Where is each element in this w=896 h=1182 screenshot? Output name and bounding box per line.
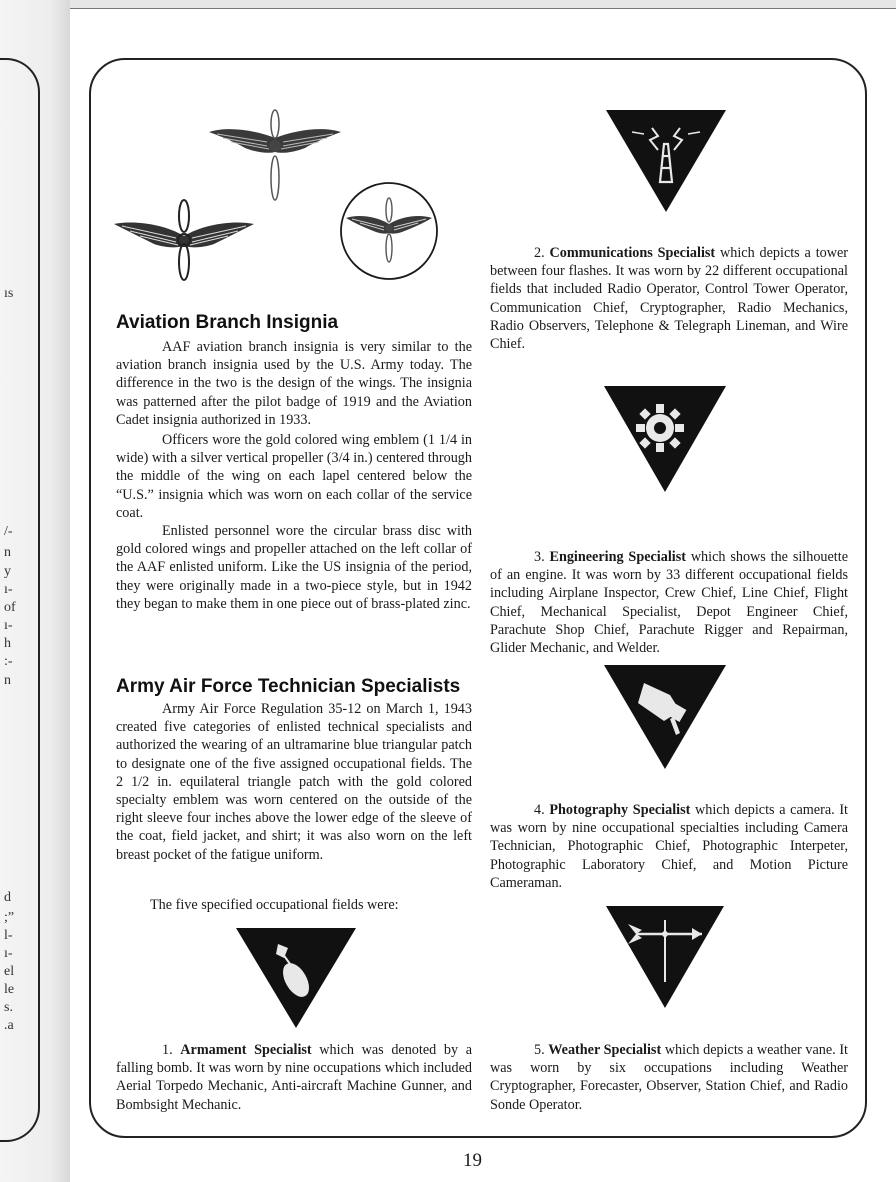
communications-description — [490, 244, 848, 353]
enlisted-collar-disc-insignia — [338, 180, 440, 282]
photography-text: which depicts a camera. It was worn by nine occupational specialties including Camera Technician, Photographic Chief, Photographic Interpeter, Photographic Laboratory Chief, and Motion Picture Cameraman. — [490, 802, 849, 891]
officer-wing-propeller-insignia — [205, 108, 345, 204]
triangle-patch-shape — [606, 110, 726, 212]
aviation-paragraph-1: AAF aviation branch insignia is very similar to the aviation branch insignia used by the U.S. Army today. The difference in the two is the design of the wings. The insignia was patterned after the pilot badge of 1919 and the Aviation Cadet insignia authorized in 1933. — [116, 339, 472, 428]
page-top-edge — [0, 0, 896, 9]
photography-description — [490, 801, 848, 892]
margin-char: n — [4, 545, 11, 560]
five-fields-intro — [116, 896, 472, 914]
weather-number: 5. — [534, 1042, 545, 1058]
engineering-text: which shows the silhouette of an engine. It was worn by 33 different occupational fields including Airplane Inspector, Crew Chief, Line Chief, Flight Chief, Mechanical Specialist, Depot Engineer Chief, Parachute Shop Chief, Parachute Rigger and Repairman, Glider Mechanic, and Welder. — [490, 549, 848, 657]
photography-patch — [604, 665, 726, 769]
armament-patch — [236, 928, 356, 1028]
margin-char: .a — [4, 1018, 14, 1033]
margin-char: s. — [4, 1000, 13, 1015]
photography-number: 4. — [534, 802, 545, 818]
margin-char: ı- — [4, 618, 13, 633]
margin-char: le — [4, 982, 15, 997]
armament-description — [116, 1041, 472, 1114]
enlisted-wing-propeller-insignia — [110, 198, 258, 282]
margin-char: ı- — [4, 946, 13, 961]
margin-char: y — [4, 564, 11, 579]
margin-char: /- — [4, 524, 13, 539]
armament-text: which was denoted by a falling bomb. It was worn by nine occupations which included Aerial Torpedo Mechanic, Anti-aircraft Machine Gunner, and Bombsight Mechanic. — [116, 1042, 472, 1113]
margin-char: l- — [4, 928, 13, 943]
technician-heading: Army Air Force Technician Specialists — [116, 676, 461, 697]
weather-patch — [606, 906, 724, 1008]
margin-char: h — [4, 636, 11, 651]
technician-paragraph-1: Army Air Force Regulation 35-12 on March 1, 1943 created five categories of enlisted technical specialists and authorized the wearing of an ultramarine blue triangular patch to designate one of the five assigned occupational fields. The 2 1/2 in. equilateral triangle patch with the gold colored specialty emblem was worn centered on the outside of the right sleeve four inches above the lower edge of the sleeve of the coat, field jacket, and shirt; it was also worn on the left breast pocket of the fatigue uniform. — [116, 701, 472, 863]
margin-char: :- — [4, 654, 13, 669]
armament-number: 1. — [162, 1042, 173, 1058]
left-column — [116, 312, 472, 613]
aviation-heading: Aviation Branch Insignia — [116, 312, 339, 333]
aviation-paragraph-2: Officers wore the gold colored wing emblem (1 1/4 in wide) with a silver vertical propeller (3/4 in.) centered through the middle of the wing on each lapel centered below the “U.S.” insignia which was worn on each collar of the service coat. — [116, 432, 472, 521]
weather-description — [490, 1041, 848, 1114]
communications-text: which depicts a tower between four flashes. It was worn by 22 different occupational fields that included Radio Operator, Control Tower Operator, Communication Chief, Cryptographer, Radio Mechanics, Radio Observers, Telephone & Telegraph Lineman, and Wire Chief. — [490, 245, 849, 353]
engineering-patch — [604, 386, 726, 492]
engineering-number: 3. — [534, 549, 545, 565]
page-number: 19 — [463, 1150, 482, 1171]
margin-char: ı- — [4, 582, 13, 597]
margin-char: d — [4, 890, 11, 905]
margin-char: of — [4, 600, 16, 615]
margin-char: ;” — [4, 910, 15, 925]
photography-title: Photography Specialist — [549, 802, 691, 818]
communications-patch — [606, 110, 726, 212]
communications-number: 2. — [534, 245, 545, 261]
five-fields-text: The five specified occupational fields were: — [150, 897, 399, 913]
engine-icon — [636, 404, 684, 452]
communications-title: Communications Specialist — [549, 245, 716, 261]
aviation-paragraph-3: Enlisted personnel wore the circular brass disc with gold colored wings and propeller attached on the left collar of the AAF enlisted uniform. Like the US insignia of the period, they were originally made in a two-piece style, but in 1942 they began to make them in one piece out of brass-plated zinc. — [116, 523, 472, 612]
armament-title: Armament Specialist — [180, 1042, 312, 1058]
margin-char: ıs — [4, 286, 14, 301]
margin-char: el — [4, 964, 15, 979]
weather-text: which depicts a weather vane. It was worn by six occupations including Weather Cryptographer, Forecaster, Observer, Station Chief, and Radio Sonde Operator. — [490, 1042, 848, 1113]
engineering-title: Engineering Specialist — [549, 549, 686, 565]
technician-section — [116, 676, 472, 864]
weather-title: Weather Specialist — [548, 1042, 662, 1058]
margin-char: n — [4, 673, 11, 688]
engineering-description — [490, 548, 848, 657]
